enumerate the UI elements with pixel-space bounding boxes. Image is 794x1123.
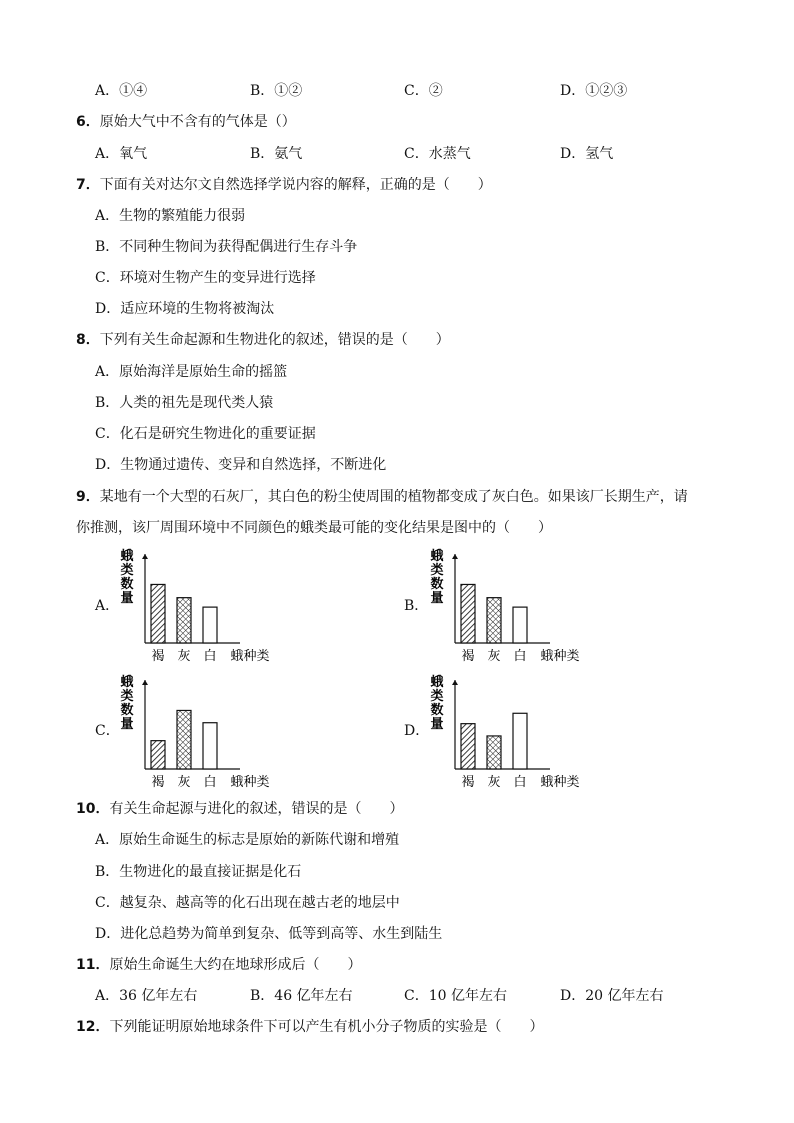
question-number: 6．	[76, 114, 100, 130]
y-axis-label-char: 数	[120, 703, 134, 718]
question-11	[76, 956, 361, 974]
y-axis-label-char: 量	[430, 591, 444, 606]
bar-褐	[461, 724, 475, 769]
bar-灰	[177, 598, 191, 643]
q8-option-b: B．人类的祖先是现代类人猿	[95, 395, 274, 411]
q10-option-a: A．原始生命诞生的标志是原始的新陈代谢和增殖	[95, 832, 400, 848]
x-axis-label: 蛾种类	[540, 649, 580, 664]
y-axis-label-char: 数	[430, 577, 444, 592]
bar-白	[513, 713, 527, 769]
x-tick-label: 褐	[151, 775, 165, 790]
q11-option-a: A．36 亿年左右	[95, 988, 198, 1004]
x-tick-label: 褐	[461, 649, 475, 664]
q9-option-d-letter: D．	[404, 723, 430, 739]
bar-褐	[461, 584, 475, 643]
question-text-line1: 某地有一个大型的石灰厂，其白色的粉尘使周围的植物都变成了灰白色。如果该厂长期生产，请	[99, 489, 688, 505]
q10-option-c: C．越复杂、越高等的化石出现在越古老的地层中	[95, 895, 400, 911]
q10-option-b: B．生物进化的最直接证据是化石	[95, 864, 302, 880]
question-text: 原始生命诞生大约在地球形成后（ ）	[109, 957, 362, 973]
q6-option-c: C．水蒸气	[404, 146, 471, 162]
chart-a	[115, 548, 280, 670]
question-number: 7．	[76, 177, 100, 193]
chart-d	[425, 674, 590, 796]
bar-灰	[487, 598, 501, 643]
y-axis-label-char: 量	[120, 591, 134, 606]
q10-option-d: D．进化总趋势为简单到复杂、低等到高等、水生到陆生	[95, 926, 443, 942]
q5-option-b: B．①②	[250, 83, 303, 99]
x-tick-label: 灰	[177, 775, 191, 790]
question-12	[76, 1018, 543, 1036]
question-text: 下列有关生命起源和生物进化的叙述，错误的是（ ）	[99, 332, 450, 348]
y-axis-label-char: 数	[430, 703, 444, 718]
q5-option-c: C．②	[404, 83, 443, 99]
x-tick-label: 白	[203, 775, 217, 790]
q8-option-c: C．化石是研究生物进化的重要证据	[95, 426, 316, 442]
q7-option-c: C．环境对生物产生的变异进行选择	[95, 270, 316, 286]
q5-option-d: D．①②③	[560, 83, 628, 99]
q9-option-b-letter: B．	[404, 598, 429, 614]
q7-option-a: A．生物的繁殖能力很弱	[95, 208, 246, 224]
question-text: 有关生命起源与进化的叙述，错误的是（ ）	[109, 801, 404, 817]
bar-白	[203, 723, 217, 769]
y-axis-label-char: 蛾	[120, 675, 134, 690]
y-axis-arrow	[142, 554, 148, 559]
y-axis-label-char: 类	[430, 563, 444, 578]
x-axis-label: 蛾种类	[230, 775, 270, 790]
q7-option-b: B．不同种生物间为获得配偶进行生存斗争	[95, 239, 358, 255]
chart-c	[115, 674, 280, 796]
q11-option-b: B．46 亿年左右	[250, 988, 353, 1004]
question-text: 下面有关对达尔文自然选择学说内容的解释，正确的是（ ）	[99, 177, 492, 193]
y-axis-label-char: 类	[430, 689, 444, 704]
x-axis-label: 蛾种类	[230, 649, 270, 664]
x-tick-label: 灰	[487, 775, 501, 790]
y-axis-arrow	[142, 680, 148, 685]
question-number: 8．	[76, 332, 100, 348]
q6-option-b: B．氨气	[250, 146, 303, 162]
y-axis-arrow	[452, 554, 458, 559]
question-number: 12．	[76, 1019, 110, 1035]
question-number: 11．	[76, 957, 110, 973]
q8-option-a: A．原始海洋是原始生命的摇篮	[95, 364, 288, 380]
x-tick-label: 灰	[177, 649, 191, 664]
y-axis-label-char: 量	[120, 717, 134, 732]
y-axis-label-char: 蛾	[430, 549, 444, 564]
x-axis-label: 蛾种类	[540, 775, 580, 790]
y-axis-label-char: 量	[430, 717, 444, 732]
question-8	[76, 331, 450, 349]
x-tick-label: 褐	[461, 775, 475, 790]
bar-灰	[487, 736, 501, 769]
question-10	[76, 800, 403, 818]
q6-option-a: A．氧气	[95, 146, 148, 162]
question-6	[76, 113, 296, 131]
q9-option-c-letter: C．	[95, 723, 120, 739]
q9-option-a-letter: A．	[95, 598, 120, 614]
y-axis-arrow	[452, 680, 458, 685]
q11-option-d: D．20 亿年左右	[560, 988, 664, 1004]
bar-白	[203, 607, 217, 643]
q7-option-d: D．适应环境的生物将被淘汰	[95, 301, 275, 317]
x-tick-label: 灰	[487, 649, 501, 664]
question-9-line2: 你推测，该厂周围环境中不同颜色的蛾类最可能的变化结果是图中的（ ）	[76, 520, 552, 536]
x-tick-label: 白	[513, 775, 527, 790]
q5-option-a: A．①④	[95, 83, 148, 99]
question-number: 10．	[76, 801, 110, 817]
x-tick-label: 褐	[151, 649, 165, 664]
question-7	[76, 176, 492, 194]
chart-b	[425, 548, 590, 670]
bar-褐	[151, 741, 165, 769]
x-tick-label: 白	[203, 649, 217, 664]
q6-option-d: D．氢气	[560, 146, 614, 162]
q8-option-d: D．生物通过遗传、变异和自然选择，不断进化	[95, 457, 387, 473]
y-axis-label-char: 蛾	[120, 549, 134, 564]
y-axis-label-char: 类	[120, 689, 134, 704]
y-axis-label-char: 数	[120, 577, 134, 592]
y-axis-label-char: 类	[120, 563, 134, 578]
bar-灰	[177, 710, 191, 769]
x-tick-label: 白	[513, 649, 527, 664]
q11-option-c: C．10 亿年左右	[404, 988, 507, 1004]
question-text: 下列能证明原始地球条件下可以产生有机小分子物质的实验是（ ）	[109, 1019, 544, 1035]
bar-褐	[151, 584, 165, 643]
y-axis-label-char: 蛾	[430, 675, 444, 690]
bar-白	[513, 607, 527, 643]
question-text: 原始大气中不含有的气体是（）	[99, 114, 296, 130]
question-9	[76, 488, 688, 506]
question-number: 9．	[76, 489, 100, 505]
